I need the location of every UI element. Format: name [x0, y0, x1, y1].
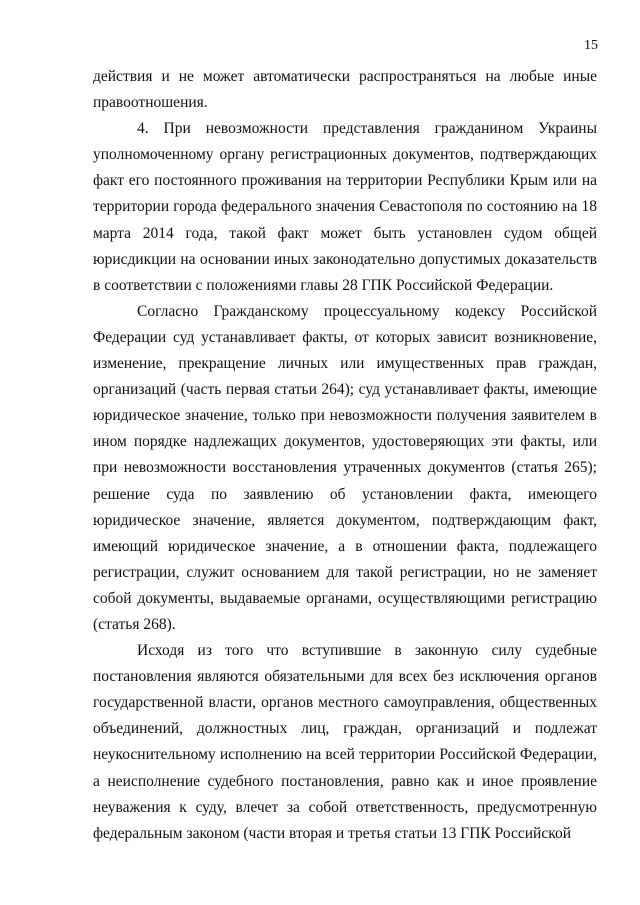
paragraph-continuation: действия и не может автоматически распространяться на любые иные правоотношения.	[93, 68, 597, 112]
page-number: 15	[584, 38, 598, 53]
paragraph-item-4: 4. При невозможности представления гражданином Украины уполномоченному органу регистрационных документов, подтверждающих факт его постоянного проживания на территории Республики Крым или на территории города федерального значения Севастополя по состоянию на 18 марта 2014 года, такой факт может быть установлен судом общей юрисдикции на основании иных законодательно допустимых доказательств в соответствии с положениями главы 28 ГПК Российской Федерации.	[93, 120, 597, 294]
document-body	[93, 64, 597, 847]
paragraph-civil-procedure-code: Согласно Гражданскому процессуальному кодексу Российской Федерации суд устанавливает факты, от которых зависит возникновение, изменение, прекращение личных или имущественных прав граждан, организаций (часть первая статьи 264); суд устанавливает факты, имеющие юридическое значение, только при невозможности получения заявителем в ином порядке надлежащих документов, удостоверяющих эти факты, или при невозможности восстановления утраченных документов (статья 265); решение суда по заявлению об установлении факта, имеющего юридическое значение, является документом, подтверждающим факт, имеющий юридическое значение, а в отношении факта, подлежащего регистрации, служит основанием для такой регистрации, но не заменяет собой документы, выдаваемые органами, осуществляющими регистрацию (статья 268).	[93, 302, 597, 633]
paragraph-court-decisions: Исходя из того что вступившие в законную силу судебные постановления являются обязательными для всех без исключения органов государственной власти, органов местного самоуправления, общественных объединений, должностных лиц, граждан, организаций и подлежат неукоснительному исполнению на всей территории Российской Федерации, а неисполнение судебного постановления, равно как и иное проявление неуважения к суду, влечет за собой ответственность, предусмотренную федеральным законом (части вторая и третья статьи 13 ГПК Российской	[93, 642, 597, 842]
